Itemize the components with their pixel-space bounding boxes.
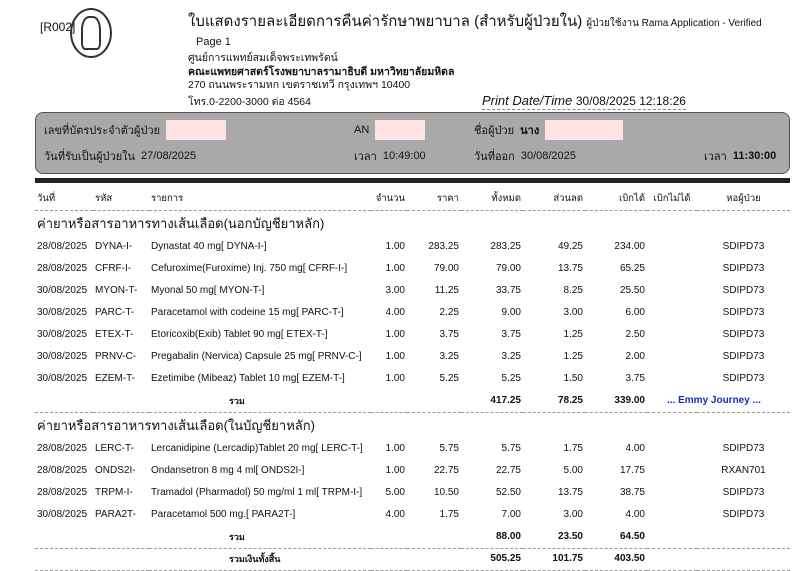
grand-total-value: 505.25	[461, 548, 523, 570]
report-code: [R002]	[40, 20, 76, 34]
print-datetime	[482, 93, 686, 110]
column-header: จำนวน	[371, 189, 407, 211]
grand-total-label: รวมเงินทั้งสิ้น	[149, 548, 371, 570]
section-row	[35, 210, 790, 236]
table-row-cell: 2.50	[625, 329, 645, 340]
table-row-cell: Ezetimibe (Mibeaz) Tablet 10 mg[ EZEM-T-]	[151, 373, 345, 384]
table-row-cell: 3.25	[439, 351, 459, 362]
patient-info-box	[35, 112, 790, 174]
table-row	[35, 346, 790, 368]
table-row-cell: PARA2T-	[95, 509, 136, 520]
table-row-cell: Dynastat 40 mg[ DYNA-I-]	[151, 241, 267, 252]
page-number: 1	[224, 36, 231, 48]
table-row-cell: 3.00	[385, 285, 405, 296]
table-row-cell: SDIPD73	[722, 443, 765, 454]
table-row-cell: 4.00	[385, 509, 405, 520]
table-row-cell: 283.25	[428, 241, 459, 252]
title-suffix: ผู้ป่วยใช้งาน Rama Application - Verified	[586, 18, 762, 29]
table-row-cell: 5.25	[439, 373, 459, 384]
table-row-cell: Paracetamol with codeine 15 mg[ PARC-T-]	[151, 307, 344, 318]
subtotal-value: 339.00	[585, 390, 647, 412]
section-title: ค่ายาหรือสารอาหารทางเส้นเลือด(นอกบัญชียาหลัก)	[37, 215, 325, 231]
table-row-cell: Tramadol (Pharmadol) 50 mg/ml 1 ml[ TRPM-I-]	[151, 487, 363, 498]
table-row-cell: SDIPD73	[722, 487, 765, 498]
table-row	[35, 280, 790, 302]
table-row-cell: 3.75	[501, 329, 521, 340]
table-row-cell: 1.00	[385, 263, 405, 274]
table-row-cell: 4.00	[625, 443, 645, 454]
table-row-cell: SDIPD73	[722, 307, 765, 318]
table-row-cell: 28/08/2025	[37, 241, 88, 252]
table-row-cell: MYON-T-	[95, 285, 138, 296]
table-row	[35, 368, 790, 390]
table-row	[35, 504, 790, 526]
table-row-cell: 8.25	[563, 285, 583, 296]
table-row-cell: Etoricoxib(Exib) Tablet 90 mg[ ETEX-T-]	[151, 329, 328, 340]
table-row-cell: TRPM-I-	[95, 487, 133, 498]
print-label: Print Date/Time	[482, 92, 573, 108]
table-row-cell	[647, 280, 697, 302]
redacted-patient-name	[545, 120, 623, 140]
table-row-cell: DYNA-I-	[95, 241, 133, 252]
table-row	[35, 302, 790, 324]
column-header: รายการ	[149, 189, 371, 211]
table-row-cell	[647, 438, 697, 460]
table-row-cell: 5.00	[385, 487, 405, 498]
table-row-cell: 11.25	[434, 285, 459, 296]
table-row-cell: PARC-T-	[95, 307, 135, 318]
table-row-cell: 1.00	[385, 351, 405, 362]
table-row-cell: 79.00	[433, 263, 459, 274]
table-row-cell	[647, 258, 697, 280]
table-row-cell	[647, 504, 697, 526]
table-row-cell: 234.00	[614, 241, 645, 252]
phone: โทร.0-2200-3000 ต่อ 4564	[188, 95, 311, 108]
table-row	[35, 460, 790, 482]
divider	[35, 178, 790, 183]
table-row-cell: Ondansetron 8 mg 4 ml[ ONDS2I-]	[151, 465, 305, 476]
table-row-cell: SDIPD73	[722, 509, 765, 520]
table-row-cell: Lercanidipine (Lercadip)Tablet 20 mg[ LERC-T-]	[151, 443, 363, 454]
table-row-cell: 4.00	[625, 509, 645, 520]
table-row-cell: 30/08/2025	[37, 329, 88, 340]
blank-cell	[93, 390, 149, 412]
column-header: ราคา	[407, 189, 461, 211]
blank-cell	[647, 548, 790, 570]
note-text: ... Emmy Journey ...	[647, 390, 790, 412]
column-header: เบิกได้	[585, 189, 647, 211]
table-row-cell: 1.75	[563, 443, 583, 454]
table-row-cell	[647, 460, 697, 482]
grand-total-value: 101.75	[523, 548, 585, 570]
column-header: ทั้งหมด	[461, 189, 523, 211]
table-row-cell: 28/08/2025	[37, 487, 88, 498]
table-row-cell: SDIPD73	[722, 285, 765, 296]
table-row-cell: SDIPD73	[722, 373, 765, 384]
blank-cell	[35, 526, 93, 548]
admit-date: 27/08/2025	[141, 149, 197, 162]
table-row-cell: 30/08/2025	[37, 373, 88, 384]
table-row-cell: 5.00	[563, 465, 583, 476]
document-title	[188, 12, 790, 52]
table-row-cell: 30/08/2025	[37, 509, 88, 520]
table-row-cell: 1.00	[385, 241, 405, 252]
table-row-cell: 13.75	[557, 487, 583, 498]
table-row-cell: 30/08/2025	[37, 285, 88, 296]
table-row-cell: 1.75	[439, 509, 459, 520]
an-label: AN	[354, 123, 370, 136]
subtotal-label: รวม	[149, 526, 371, 548]
grand-total-value: 403.50	[585, 548, 647, 570]
page-label: Page	[196, 36, 222, 48]
table-row-cell: 3.00	[563, 307, 583, 318]
subtotal-row	[35, 526, 790, 548]
table-row-cell: 49.25	[557, 241, 583, 252]
table-row-cell: 1.25	[563, 329, 583, 340]
table-row-cell	[647, 324, 697, 346]
table-row-cell: RXAN701	[721, 465, 766, 476]
table-row-cell: PRNV-C-	[95, 351, 137, 362]
table-row-cell: 17.75	[619, 465, 645, 476]
subtotal-value: 64.50	[585, 526, 647, 548]
address: 270 ถนนพระรามหก เขตราชเทวี กรุงเทพฯ 10400	[188, 79, 411, 91]
table-row-cell: 2.00	[625, 351, 645, 362]
table-row-cell: 1.00	[385, 443, 405, 454]
table-row-cell	[647, 368, 697, 390]
table-row-cell: 79.00	[495, 263, 521, 274]
blank-cell	[371, 390, 407, 412]
table-row-cell: 22.75	[495, 465, 521, 476]
table-row-cell	[647, 302, 697, 324]
table-row-cell: Cefuroxime(Furoxime) Inj. 750 mg[ CFRF-I-]	[151, 263, 348, 274]
column-header: รหัส	[93, 189, 149, 211]
table-row-cell: 9.00	[501, 307, 521, 318]
table-row	[35, 324, 790, 346]
discharge-time-label: เวลา	[704, 150, 727, 163]
blank-cell	[93, 548, 149, 570]
table-row-cell: 30/08/2025	[37, 307, 88, 318]
blank-cell	[35, 548, 93, 570]
blank-cell	[93, 526, 149, 548]
table-row-cell: 13.75	[557, 263, 583, 274]
blank-cell	[35, 390, 93, 412]
title-text: ใบแสดงรายละเอียดการคืนค่ารักษาพยาบาล (สำหรับผู้ป่วยใน)	[188, 13, 583, 30]
table-row-cell: CFRF-I-	[95, 263, 132, 274]
table-row-cell: 1.25	[563, 351, 583, 362]
table-row-cell: SDIPD73	[722, 263, 765, 274]
table-row-cell: 28/08/2025	[37, 263, 88, 274]
table-row	[35, 482, 790, 504]
table-row-cell: ONDS2I-	[95, 465, 136, 476]
table-row-cell: 38.75	[619, 487, 645, 498]
table-row	[35, 236, 790, 258]
table-row-cell: SDIPD73	[722, 241, 765, 252]
table-row-cell: 1.00	[385, 373, 405, 384]
table-row-cell: Pregabalin (Nervica) Capsule 25 mg[ PRNV-C-]	[151, 351, 362, 362]
table-row-cell: 3.75	[625, 373, 645, 384]
table-row-cell: ETEX-T-	[95, 329, 134, 340]
print-value: 30/08/2025 12:18:26	[575, 93, 686, 108]
table-row-cell: 3.75	[439, 329, 459, 340]
table-row-cell: LERC-T-	[95, 443, 134, 454]
table-row-cell	[647, 482, 697, 504]
table-row-cell: 5.75	[501, 443, 521, 454]
table-row	[35, 438, 790, 460]
table-row-cell: 1.00	[385, 465, 405, 476]
table-row	[35, 258, 790, 280]
table-row-cell: 1.50	[563, 373, 583, 384]
subtotal-value: 88.00	[461, 526, 523, 548]
table-row-cell: 6.00	[625, 307, 645, 318]
table-row-cell: 28/08/2025	[37, 443, 88, 454]
charges-table	[35, 189, 790, 571]
table-row-cell: 4.00	[385, 307, 405, 318]
table-row-cell: 33.75	[495, 285, 521, 296]
discharge-time: 11:30:00	[732, 149, 777, 162]
note-text	[647, 526, 790, 548]
table-row-cell: 5.25	[501, 373, 521, 384]
table-row-cell: 5.75	[439, 443, 459, 454]
table-row-cell: SDIPD73	[722, 329, 765, 340]
subtotal-value: 23.50	[523, 526, 585, 548]
table-row-cell: 3.00	[563, 509, 583, 520]
column-header: วันที่	[35, 189, 93, 211]
column-header: เบิกไม่ได้	[647, 189, 697, 211]
subtotal-row	[35, 390, 790, 412]
discharge-date: 30/08/2025	[520, 149, 576, 162]
table-row-cell: 2.25	[439, 307, 459, 318]
redacted-patient-id	[166, 120, 226, 140]
section-title: ค่ายาหรือสารอาหารทางเส้นเลือด(ในบัญชียาหลัก)	[37, 417, 315, 433]
faculty-name: คณะแพทยศาสตร์โรงพยาบาลรามาธิบดี มหาวิทยาลัยมหิดล	[188, 65, 455, 78]
table-row-cell	[647, 236, 697, 258]
table-row-cell: 10.50	[433, 487, 459, 498]
patient-name-prefix: นาง	[520, 124, 540, 137]
table-row-cell: Myonal 50 mg[ MYON-T-]	[151, 285, 265, 296]
subtotal-label: รวม	[149, 390, 371, 412]
blank-cell	[371, 526, 407, 548]
table-row-cell: 25.50	[619, 285, 645, 296]
blank-cell	[407, 526, 461, 548]
admit-label: วันที่รับเป็นผู้ป่วยใน	[44, 150, 136, 163]
subtotal-value: 417.25	[461, 390, 523, 412]
table-row-cell: 52.50	[495, 487, 521, 498]
table-row-cell: 1.00	[385, 329, 405, 340]
redacted-an	[375, 120, 425, 140]
document-header	[0, 0, 800, 110]
table-row-cell: Paracetamol 500 mg.[ PARA2T-]	[151, 509, 296, 520]
column-header: ส่วนลด	[523, 189, 585, 211]
table-row-cell	[647, 346, 697, 368]
table-row-cell: 7.00	[501, 509, 521, 520]
admit-time: 10:49:00	[382, 149, 426, 162]
subtotal-value: 78.25	[523, 390, 585, 412]
patient-name-label: ชื่อผู้ป่วย	[474, 124, 515, 137]
table-row-cell: 22.75	[433, 465, 459, 476]
blank-cell	[407, 390, 461, 412]
blank-cell	[371, 548, 407, 570]
table-row-cell: EZEM-T-	[95, 373, 135, 384]
section-row	[35, 412, 790, 438]
table-row-cell: 30/08/2025	[37, 351, 88, 362]
table-row-cell: 3.25	[501, 351, 521, 362]
table-row-cell: 283.25	[490, 241, 521, 252]
grand-total-row	[35, 548, 790, 570]
admit-time-label: เวลา	[354, 150, 377, 163]
hospital-logo	[70, 8, 112, 58]
center-name: ศูนย์การแพทย์สมเด็จพระเทพรัตน์	[188, 52, 338, 64]
table-row-cell: 28/08/2025	[37, 465, 88, 476]
discharge-label: วันที่ออก	[474, 150, 515, 163]
blank-cell	[407, 548, 461, 570]
table-row-cell: SDIPD73	[722, 351, 765, 362]
column-header: หอผู้ป่วย	[697, 189, 790, 211]
patient-id-label: เลขที่บัตรประจำตัวผู้ป่วย	[44, 124, 161, 137]
table-row-cell: 65.25	[619, 263, 645, 274]
